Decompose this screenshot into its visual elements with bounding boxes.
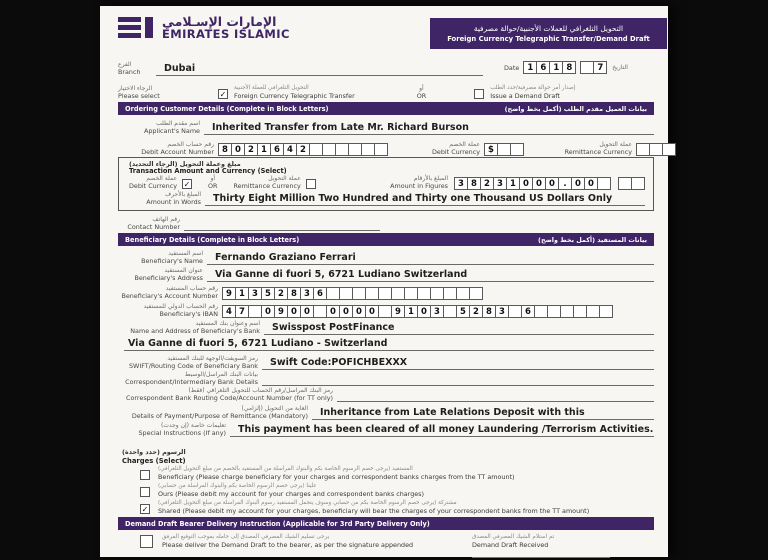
please-select-label bbox=[118, 86, 184, 100]
payment-details-label bbox=[118, 406, 312, 420]
char-box[interactable]: 8 bbox=[467, 177, 481, 190]
tt-checkbox[interactable]: ✓ bbox=[219, 90, 227, 99]
label-en: Beneficiary's Account Number bbox=[121, 291, 218, 300]
charge-shared-checkbox[interactable]: ✓ bbox=[141, 504, 149, 514]
char-box[interactable] bbox=[322, 143, 336, 156]
label-en: OR bbox=[208, 181, 218, 190]
char-box[interactable]: 1 bbox=[549, 61, 563, 74]
label-en: Amount in Figures bbox=[390, 181, 448, 190]
label-en: Branch bbox=[118, 67, 141, 76]
amount-words-row bbox=[129, 192, 645, 206]
section-title-en: Demand Draft Bearer Delivery Instruction (Applicable for 3rd Party Delivery Only) bbox=[125, 519, 430, 528]
char-box[interactable]: 7 bbox=[593, 61, 607, 74]
char-box[interactable] bbox=[534, 305, 548, 318]
charge-ours-checkbox[interactable] bbox=[140, 487, 150, 497]
dd-received-label bbox=[472, 534, 668, 560]
form-title-ar: التحويل التلغرافي للعملات الأجنبية/حوالة مصرفية bbox=[473, 24, 624, 33]
char-box[interactable]: 5 bbox=[456, 305, 470, 318]
section-title-en: Beneficiary Details (Complete in Block Letters) bbox=[125, 235, 300, 244]
char-box[interactable] bbox=[597, 177, 611, 190]
field-correspondent-bank bbox=[118, 371, 654, 386]
char-box[interactable] bbox=[443, 287, 457, 300]
field-special-instructions bbox=[118, 420, 654, 437]
char-box[interactable]: 0 bbox=[326, 305, 340, 318]
char-box[interactable]: 8 bbox=[562, 61, 576, 74]
contact-number-label bbox=[118, 217, 184, 231]
title-ar: مبلغ وعملة التحويل (الرجاء التحديد) bbox=[129, 160, 241, 168]
correspondent-routing-input[interactable] bbox=[337, 400, 654, 402]
label-en: Beneficiary's Address bbox=[134, 273, 203, 282]
label-en: Contact Number bbox=[127, 222, 180, 231]
correspondent-bank-label bbox=[118, 372, 262, 386]
char-box[interactable] bbox=[352, 287, 366, 300]
dd-received-text: Demand Draft Received bbox=[472, 540, 549, 549]
label-ar: الفرع bbox=[118, 61, 132, 69]
amount-figures-boxes[interactable] bbox=[454, 177, 611, 190]
tt-option-label bbox=[234, 85, 355, 100]
char-box[interactable]: 1 bbox=[523, 61, 537, 74]
date-label-ar: التاريخ bbox=[612, 64, 628, 71]
tt-option bbox=[218, 85, 355, 100]
beneficiary-account-label bbox=[118, 286, 222, 300]
char-box[interactable] bbox=[631, 177, 645, 190]
label-ar: بيانات البنك المراسل/الوسيط bbox=[184, 371, 258, 379]
char-box[interactable]: 3 bbox=[493, 177, 507, 190]
label-ar: رقم الهاتف bbox=[152, 216, 180, 224]
char-box[interactable] bbox=[391, 287, 405, 300]
form-title-banner bbox=[430, 18, 667, 49]
char-box[interactable] bbox=[313, 305, 327, 318]
label-ar: مشتركة (يرجى خصم الرسوم الخاصة بكم من حسابي وسوف يتحمل المستفيد رسوم البنوك المراسلة من مبلغ التحويل التلغرافي) bbox=[158, 500, 457, 506]
title-en: Charges (Select) bbox=[122, 456, 186, 465]
char-box[interactable] bbox=[510, 143, 524, 156]
label-ar: المستفيد (يرجى خصم الرسوم الخاصة بكم والبنوك المراسلة من المستفيد بالخصم من مبلغ التحويل التلغرافي) bbox=[158, 466, 413, 472]
dd-checkbox[interactable] bbox=[474, 89, 484, 99]
correspondent-bank-input[interactable] bbox=[262, 384, 654, 386]
label-en: Debit Currency bbox=[129, 181, 178, 190]
amount-figures-extra-boxes[interactable] bbox=[618, 177, 645, 190]
char-box[interactable]: $ bbox=[484, 143, 498, 156]
beneficiary-bank-address-input[interactable]: Via Ganne di fuori 5, 6721 Ludiano - Switzerland bbox=[124, 338, 654, 351]
transaction-title bbox=[129, 161, 287, 176]
debit-account-boxes[interactable] bbox=[218, 143, 388, 156]
label-ar: الرجاء الاختيار bbox=[118, 85, 153, 93]
beneficiary-address-label bbox=[118, 268, 207, 282]
char-box[interactable] bbox=[335, 143, 349, 156]
char-box[interactable]: 0 bbox=[584, 177, 598, 190]
field-beneficiary-name bbox=[118, 248, 654, 265]
char-box[interactable]: 2 bbox=[480, 177, 494, 190]
label-ar: اسم وعنوان بنك المستفيد bbox=[195, 320, 260, 328]
char-box[interactable] bbox=[649, 143, 663, 156]
char-box[interactable]: . bbox=[558, 177, 572, 190]
swift-code-label bbox=[118, 356, 262, 370]
charge-ours-label bbox=[158, 483, 424, 498]
label-ar: اسم المستفيد bbox=[168, 250, 203, 258]
logo-stem-icon bbox=[145, 17, 153, 38]
label-en: SWIFT/Routing Code of Beneficiary Bank bbox=[128, 361, 258, 370]
char-box[interactable] bbox=[404, 287, 418, 300]
tx-or-label bbox=[208, 176, 217, 190]
char-box[interactable]: 0 bbox=[352, 305, 366, 318]
beneficiary-name-input[interactable]: Fernando Graziano Ferrari bbox=[207, 252, 654, 265]
field-correspondent-routing bbox=[118, 387, 654, 402]
char-box[interactable] bbox=[456, 287, 470, 300]
label-ar: تعليمات خاصة (إن وجدت) bbox=[160, 422, 226, 430]
dd-bearer-label bbox=[162, 534, 413, 549]
branch-input[interactable]: Dubai bbox=[156, 63, 483, 76]
field-contact-number bbox=[118, 215, 380, 231]
applicant-name-input[interactable]: Inherited Transfer from Late Mr. Richard Burson bbox=[204, 122, 654, 135]
char-box[interactable]: 0 bbox=[231, 143, 245, 156]
char-box[interactable]: 0 bbox=[417, 305, 431, 318]
char-box[interactable] bbox=[309, 143, 323, 156]
label-en: Special Instructions (If any) bbox=[138, 428, 226, 437]
char-box[interactable]: 3 bbox=[430, 305, 444, 318]
label-ar: رمز السويفت/الوجهة للبنك المستفيد bbox=[167, 355, 258, 363]
char-box[interactable]: 2 bbox=[274, 287, 288, 300]
char-box[interactable]: 0 bbox=[261, 305, 275, 318]
label-ar: رقم حساب الخصم bbox=[167, 141, 214, 149]
tx-debit-currency-checkbox[interactable]: ✓ bbox=[183, 179, 191, 189]
date-boxes-2[interactable] bbox=[580, 61, 607, 74]
label-en: Remittance Currency bbox=[233, 181, 301, 190]
char-box[interactable]: 3 bbox=[300, 287, 314, 300]
char-box[interactable] bbox=[417, 287, 431, 300]
charge-option-beneficiary bbox=[140, 466, 654, 481]
logo-english: EMIRATES ISLAMIC bbox=[162, 27, 290, 42]
char-box[interactable]: 4 bbox=[283, 143, 297, 156]
branch-label bbox=[118, 62, 156, 76]
char-box[interactable]: 9 bbox=[391, 305, 405, 318]
label-ar: رقم الحساب الدولي للمستفيد bbox=[143, 303, 218, 311]
char-box[interactable] bbox=[586, 305, 600, 318]
ei-logo-icon bbox=[118, 17, 153, 38]
label-en: Beneficiary's Name bbox=[141, 256, 203, 265]
char-box[interactable]: 1 bbox=[506, 177, 520, 190]
or-label bbox=[417, 86, 426, 100]
label-ar: رمز البنك المراسل/رقم الحساب للتحويل التلغرافي (فقط) bbox=[188, 387, 333, 395]
char-box[interactable] bbox=[365, 287, 379, 300]
label-ar: تم استلام الشيك المصرفي المصدق bbox=[472, 534, 555, 540]
char-box[interactable]: 3 bbox=[248, 287, 262, 300]
beneficiary-bank-label bbox=[118, 321, 264, 335]
debit-currency-boxes[interactable] bbox=[484, 143, 524, 156]
charge-shared-label bbox=[158, 500, 589, 515]
label-ar: الغاية من التحويل (إلزامي) bbox=[241, 405, 308, 413]
dd-bearer-option bbox=[140, 534, 413, 549]
char-box[interactable] bbox=[378, 287, 392, 300]
demand-draft-section-header bbox=[118, 517, 654, 530]
field-beneficiary-iban bbox=[118, 301, 654, 318]
char-box[interactable]: 4 bbox=[222, 305, 236, 318]
dd-option-label bbox=[490, 85, 575, 100]
special-instructions-input[interactable]: This payment has been cleared of all money Laundering /Terrorism Activities. bbox=[230, 424, 654, 437]
char-box[interactable] bbox=[547, 305, 561, 318]
char-box[interactable] bbox=[573, 305, 587, 318]
char-box[interactable] bbox=[662, 143, 676, 156]
label-ar: يرجى تسليم الشيك المصرفي المصدق إلى حامله بموجب التوقيع المرفق bbox=[162, 534, 330, 540]
label-en: Correspondent/Intermediary Bank Details bbox=[125, 377, 258, 386]
char-box[interactable]: 2 bbox=[244, 143, 258, 156]
section-title-ar: بيانات العميل مقدم الطلب (أكمل بخط واضح) bbox=[504, 104, 647, 113]
title-en: Transaction Amount and Currency (Select) bbox=[129, 167, 287, 176]
char-box[interactable] bbox=[443, 305, 457, 318]
swift-code-input[interactable]: Swift Code:POFICHBEXXX bbox=[262, 357, 654, 370]
dd-option bbox=[474, 85, 575, 100]
char-box[interactable]: 5 bbox=[261, 287, 275, 300]
label-en: Name and Address of Beneficiary's Bank bbox=[130, 326, 260, 335]
ordering-section-header bbox=[118, 102, 654, 115]
debit-currency-label bbox=[414, 142, 484, 156]
char-box[interactable]: 0 bbox=[571, 177, 585, 190]
char-box[interactable] bbox=[348, 143, 362, 156]
field-applicant-name bbox=[118, 118, 654, 135]
label-en: Remittance Currency bbox=[564, 147, 632, 156]
char-box[interactable]: 6 bbox=[521, 305, 535, 318]
charge-beneficiary-checkbox[interactable] bbox=[140, 470, 150, 480]
label-ar: التحويل التلغرافي للعملة الأجنبية bbox=[234, 85, 309, 92]
emirates-islamic-logo bbox=[118, 15, 290, 40]
form-page bbox=[100, 6, 668, 557]
label-ar: رقم حساب المستفيد bbox=[165, 285, 218, 293]
label-ar: أو bbox=[419, 85, 424, 93]
field-debit-account bbox=[118, 137, 654, 156]
branch-row bbox=[118, 58, 483, 76]
label-en: Please deliver the Demand Draft to the bearer, as per the signature appended bbox=[162, 540, 414, 549]
label-en: Shared (Please debit my account for your charges, beneficiary will bear the charges of your correspondent banks from the TT amount) bbox=[158, 506, 590, 515]
dd-bearer-checkbox[interactable] bbox=[140, 535, 153, 548]
char-box[interactable] bbox=[636, 143, 650, 156]
char-box[interactable] bbox=[248, 305, 262, 318]
label-en: Details of Payment/Purpose of Remittance (Mandatory) bbox=[131, 411, 308, 420]
charges-title bbox=[122, 449, 186, 465]
char-box[interactable] bbox=[580, 61, 594, 74]
label-ar: عملة الخصم bbox=[449, 141, 480, 149]
form-title-en: Foreign Currency Telegraphic Transfer/Demand Draft bbox=[447, 35, 650, 43]
title-ar: الرسوم (حدد واحدة) bbox=[122, 448, 186, 456]
beneficiary-address-input[interactable]: Via Ganne di fuori 5, 6721 Ludiano Switzerland bbox=[207, 269, 654, 282]
char-box[interactable] bbox=[599, 305, 613, 318]
tx-remit-currency-checkbox[interactable] bbox=[306, 179, 316, 189]
char-box[interactable]: 3 bbox=[454, 177, 468, 190]
label-en: Foreign Currency Telegraphic Transfer bbox=[234, 92, 355, 100]
field-payment-details bbox=[118, 403, 654, 420]
char-box[interactable]: 1 bbox=[257, 143, 271, 156]
section-title-en: Ordering Customer Details (Complete in Block Letters) bbox=[125, 104, 329, 113]
charge-option-ours bbox=[140, 483, 654, 498]
field-beneficiary-bank bbox=[118, 318, 654, 335]
char-box[interactable]: 1 bbox=[235, 287, 249, 300]
label-en: Amount in Words bbox=[146, 197, 201, 206]
label-en: Beneficiary (Please charge beneficiary for your charges and correspondent banks charges from the TT amount) bbox=[158, 472, 515, 481]
label-ar: المبلغ بالأحرف bbox=[164, 191, 201, 199]
amount-words-input[interactable]: Thirty Eight Million Two Hundred and Thirty one Thousand US Dollars Only bbox=[205, 193, 645, 206]
contact-number-input[interactable] bbox=[184, 229, 380, 231]
section-title-ar: بيانات المستفيد (أكمل بخط واضح) bbox=[538, 235, 647, 244]
label-en: OR bbox=[416, 91, 427, 100]
char-box[interactable]: 9 bbox=[222, 287, 236, 300]
char-box[interactable] bbox=[469, 287, 483, 300]
char-box[interactable]: 0 bbox=[300, 305, 314, 318]
char-box[interactable] bbox=[618, 177, 632, 190]
label-ar: عنوان المستفيد bbox=[164, 267, 203, 275]
field-beneficiary-bank-line2 bbox=[124, 336, 654, 351]
char-box[interactable]: 3 bbox=[495, 305, 509, 318]
date-label: Date bbox=[504, 63, 520, 72]
label-ar: عملة الخصم bbox=[146, 175, 178, 182]
charge-beneficiary-label bbox=[158, 466, 515, 481]
label-en: Applicant's Name bbox=[144, 126, 200, 135]
char-box[interactable]: 0 bbox=[532, 177, 546, 190]
char-box[interactable]: 0 bbox=[339, 305, 353, 318]
correspondent-routing-label bbox=[118, 388, 337, 402]
date-row bbox=[504, 60, 628, 75]
char-box[interactable] bbox=[560, 305, 574, 318]
char-box[interactable]: 0 bbox=[545, 177, 559, 190]
label-en: Ours (Please debit my account for your charges and correspondent banks charges) bbox=[158, 489, 425, 498]
char-box[interactable]: 2 bbox=[469, 305, 483, 318]
beneficiary-account-boxes[interactable] bbox=[222, 287, 483, 300]
beneficiary-name-label bbox=[118, 251, 207, 265]
char-box[interactable]: 0 bbox=[287, 305, 301, 318]
select-row bbox=[118, 81, 654, 100]
char-box[interactable] bbox=[374, 143, 388, 156]
amount-words-label bbox=[129, 192, 205, 206]
char-box[interactable]: 0 bbox=[519, 177, 533, 190]
char-box[interactable]: 7 bbox=[235, 305, 249, 318]
remittance-currency-label bbox=[554, 142, 636, 156]
label-en: Debit Account Number bbox=[141, 147, 214, 156]
char-box[interactable]: 0 bbox=[365, 305, 379, 318]
logo-text bbox=[162, 15, 290, 40]
transaction-amount-box bbox=[118, 157, 654, 211]
remittance-currency-boxes[interactable] bbox=[636, 143, 676, 156]
field-swift-code bbox=[118, 353, 654, 370]
label-en: Please select bbox=[118, 91, 160, 100]
label-ar: عملة التحويل bbox=[599, 141, 632, 149]
label-en: Debit Currency bbox=[431, 147, 480, 156]
label-ar: المبلغ بالأرقام bbox=[413, 175, 448, 182]
logo-bars-icon bbox=[118, 17, 141, 38]
char-box[interactable] bbox=[378, 305, 392, 318]
charge-option-shared bbox=[140, 500, 654, 515]
field-beneficiary-account bbox=[118, 283, 654, 300]
label-ar: عملة التحويل bbox=[268, 175, 301, 182]
char-box[interactable] bbox=[326, 287, 340, 300]
char-box[interactable] bbox=[430, 287, 444, 300]
label-en: Issue a Demand Draft bbox=[490, 92, 560, 100]
char-box[interactable] bbox=[339, 287, 353, 300]
label-en bbox=[472, 541, 668, 560]
beneficiary-iban-boxes[interactable] bbox=[222, 305, 613, 318]
char-box[interactable]: 1 bbox=[404, 305, 418, 318]
amount-figures-label bbox=[390, 176, 448, 190]
label-ar: أو bbox=[210, 175, 216, 182]
date-boxes-1[interactable] bbox=[523, 61, 576, 74]
payment-details-input[interactable]: Inheritance from Late Relations Deposit with this bbox=[312, 407, 654, 420]
char-box[interactable]: 8 bbox=[218, 143, 232, 156]
label-en: Correspondent Bank Routing Code/Account Number (for TT only) bbox=[126, 393, 333, 402]
transaction-currency-row bbox=[129, 176, 645, 190]
special-instructions-label bbox=[118, 423, 230, 437]
char-box[interactable]: 6 bbox=[313, 287, 327, 300]
char-box[interactable] bbox=[361, 143, 375, 156]
beneficiary-section-header bbox=[118, 233, 654, 246]
label-ar: اسم مقدم الطلب bbox=[156, 120, 200, 128]
debit-account-label bbox=[118, 142, 218, 156]
tx-remit-currency-label bbox=[234, 176, 301, 190]
label-ar: إصدار أمر حوالة مصرفية/حدد الطلب bbox=[490, 85, 576, 92]
char-box[interactable]: 6 bbox=[270, 143, 284, 156]
char-box[interactable]: 6 bbox=[536, 61, 550, 74]
dd-received-block bbox=[472, 534, 668, 560]
char-box[interactable]: 8 bbox=[482, 305, 496, 318]
logo-arabic: الإمارات الإسـلامي bbox=[162, 14, 277, 29]
char-box[interactable] bbox=[508, 305, 522, 318]
char-box[interactable] bbox=[497, 143, 511, 156]
tx-debit-currency-label bbox=[129, 176, 177, 190]
beneficiary-iban-label bbox=[118, 304, 222, 318]
char-box[interactable]: 8 bbox=[287, 287, 301, 300]
beneficiary-bank-input[interactable]: Swisspost PostFinance bbox=[264, 322, 654, 335]
char-box[interactable]: 2 bbox=[296, 143, 310, 156]
label-en: Beneficiary's IBAN bbox=[159, 309, 218, 318]
label-ar: علينا (يرجى خصم الرسوم الخاصة بكم والبنوك المراسلة من حسابي) bbox=[158, 483, 317, 489]
applicant-name-label bbox=[118, 121, 204, 135]
char-box[interactable]: 9 bbox=[274, 305, 288, 318]
field-beneficiary-address bbox=[118, 265, 654, 282]
